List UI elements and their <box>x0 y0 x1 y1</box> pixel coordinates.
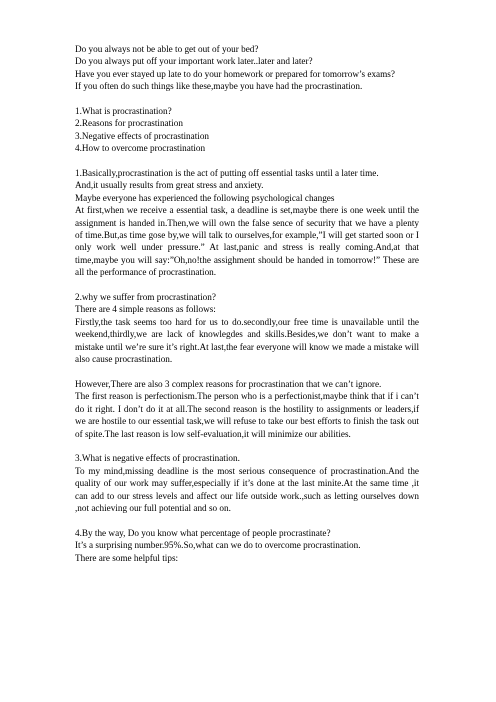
section-4-paragraph: It’s a surprising number.95%.So,what can we do to overcome procrastination. <box>75 540 361 551</box>
section-1-paragraph: And,it usually results from great stress and anxiety. <box>75 180 264 191</box>
section-1-paragraph: Maybe everyone has experienced the following psychological changes <box>75 192 335 203</box>
section-4-paragraph: There are some helpful tips: <box>75 552 179 563</box>
outline-item: 3.Negative effects of procrastination <box>75 130 210 141</box>
section-2-paragraph: Firstly,the task seems too hard for us to do.secondly,our free time is unavailable until the weekend,thirdly,we are lack of knowlegdes and skills.Besides,we don’t want to make a mistake until we’re sure it’s right.At last,the fear everyone will know we made a mistake will also cause procrastination. <box>75 316 419 365</box>
outline-item: 4.How to overcome procrastination <box>75 143 206 154</box>
spacer <box>75 93 419 105</box>
intro-line: Do you always not be able to get out of your bed? <box>75 44 259 54</box>
section-4 <box>75 527 419 564</box>
section-3-paragraph: To my mind,missing deadline is the most serious consequence of procrastination.And the quality of our work may suffer,especially if it’s done at the last minite.At the same time ,it can add to our stress levels and affect our life outside work.,such as letting ourselves down ,not achieving our full potential and so on. <box>75 465 419 513</box>
outline-item: 1.What is procrastination? <box>75 106 172 117</box>
section-1-paragraph: At first,when we receive a essential task, a deadline is set,maybe there is one week until the assignment is handed in.Then,we will own the false sence of security that we have a plenty of time.But,as time gose by,we will talk to ourselves,for example,”I will get started soon or I only work well under pressure.” At last,panic and stress is really coming.And,at that time,maybe you will say:”Oh,no!the assighment should be handed in tomorrow!” These are all the performance of procrastination. <box>75 205 419 278</box>
section-2-heading: 2.why we suffer from procrastination? <box>75 292 216 303</box>
spacer <box>75 514 419 526</box>
section-3 <box>75 452 419 514</box>
document-page <box>75 43 419 564</box>
spacer <box>75 366 419 378</box>
spacer <box>75 440 419 452</box>
outline-list <box>75 105 419 155</box>
section-2b-paragraph: The first reason is perfectionism.The person who is a perfectionist,maybe think that if i can’t do it right. I don’t do it at all.The second reason is the hostility to assignments or leaders,if we are hostile to our essential task,we will refuse to take our best efforts to finish the task out of spite.The last reason is low self-evaluation,it will minimize our abilities. <box>75 391 419 439</box>
spacer <box>75 279 419 291</box>
intro-line: Do you always put off your important work later..later and later? <box>75 56 313 67</box>
intro-block <box>75 43 419 93</box>
section-3-heading: 3.What is negative effects of procrastination. <box>75 453 240 464</box>
section-2b-paragraph: However,There are also 3 complex reasons for procrastination that we can’t ignore. <box>75 378 382 389</box>
intro-line: If you often do such things like these,maybe you have had the procrastination. <box>75 81 363 92</box>
outline-item: 2.Reasons for procrastination <box>75 118 183 129</box>
spacer <box>75 155 419 167</box>
section-4-heading: 4.By the way, Do you know what percentage of people procrastinate? <box>75 527 331 538</box>
section-1-paragraph: 1.Basically,procrastination is the act of putting off essential tasks until a later time. <box>75 168 379 179</box>
section-2 <box>75 291 419 365</box>
section-2-paragraph: There are 4 simple reasons as follows: <box>75 304 216 315</box>
intro-line: Have you ever stayed up late to do your homework or prepared for tomorrow’s exams? <box>75 68 395 79</box>
section-1 <box>75 167 419 279</box>
section-2-continued <box>75 378 419 440</box>
